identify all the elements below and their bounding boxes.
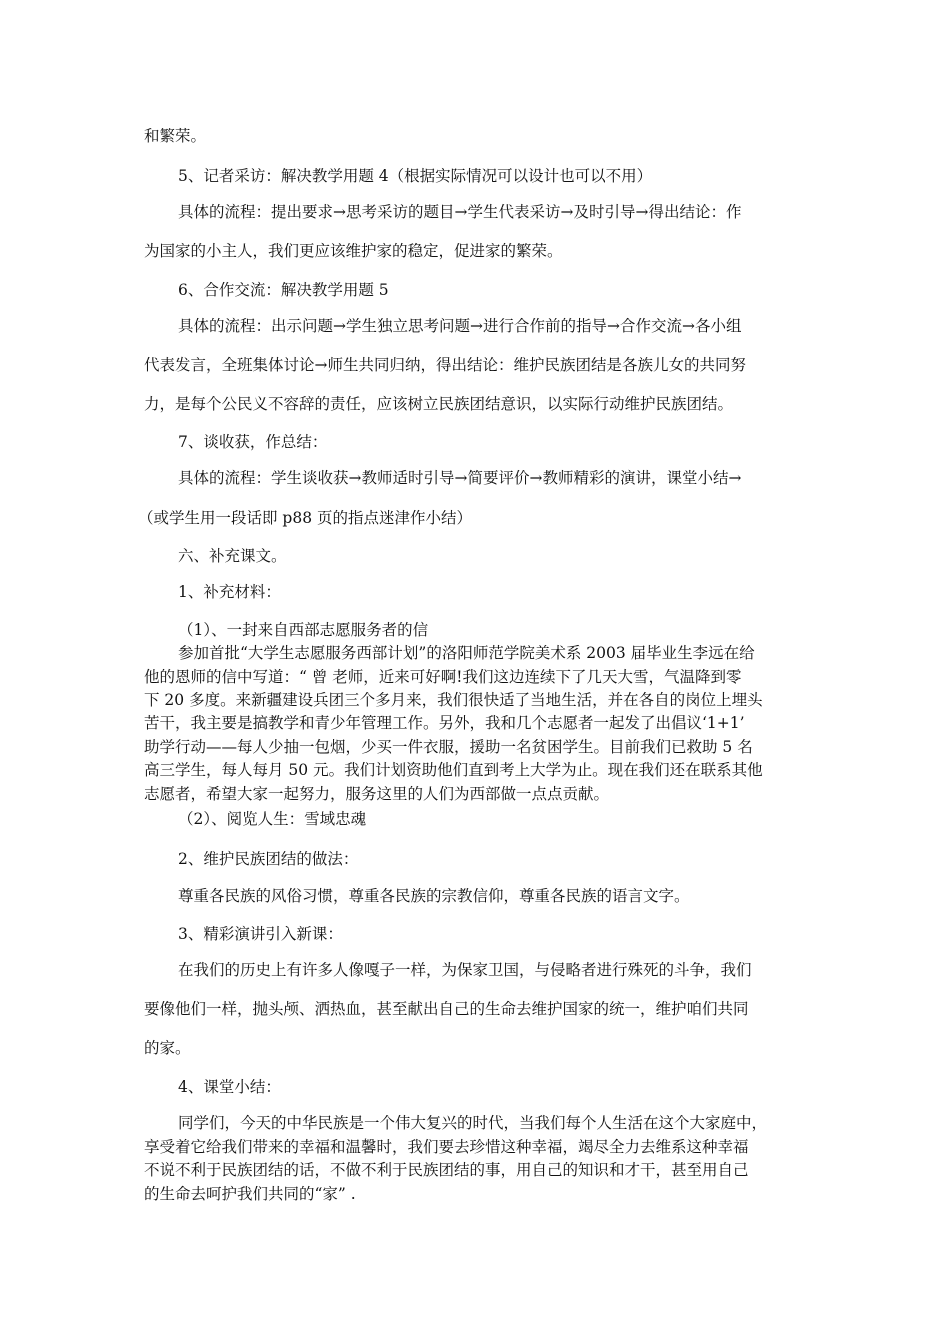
text-line: 苦干，我主要是搞教学和青少年管理工作。另外，我和几个志愿者一起发了出倡议‘1+1’: [144, 714, 745, 732]
sub-heading: （1）、一封来自西部志愿服务者的信: [178, 621, 429, 639]
section-heading: 六、补充课文。: [178, 547, 287, 565]
section-heading: 1、补充材料：: [178, 583, 281, 601]
text-line: 力，是每个公民义不容辞的责任，应该树立民族团结意识，以实际行动维护民族团结。: [144, 395, 734, 413]
text-line: 享受着它给我们带来的幸福和温馨时，我们要去珍惜这种幸福，竭尽全力去维系这种幸福: [144, 1138, 749, 1156]
section-heading: 6、合作交流：解决教学用题 5: [178, 281, 389, 299]
text-line: 在我们的历史上有许多人像嘎子一样，为保家卫国，与侵略者进行殊死的斗争，我们: [178, 961, 752, 979]
text-line: 的家。: [144, 1039, 191, 1057]
text-line: 具体的流程：出示问题→学生独立思考问题→进行合作前的指导→合作交流→各小组: [178, 317, 742, 335]
text-line: 高三学生，每人每月 50 元。我们计划资助他们直到考上大学为止。现在我们还在联系其他: [144, 761, 763, 779]
text-line: 代表发言，全班集体讨论→师生共同归纳，得出结论：维护民族团结是各族儿女的共同努: [144, 356, 746, 374]
section-heading: 7、谈收获，作总结：: [178, 433, 328, 451]
text-line: 具体的流程：提出要求→思考采访的题目→学生代表采访→及时引导→得出结论：作: [178, 203, 742, 221]
text-line: （或学生用一段话即 p88 页的指点迷津作小结）: [138, 509, 473, 527]
text-line: 参加首批“大学生志愿服务西部计划”的洛阳师范学院美术系 2003 届毕业生李远在给: [178, 644, 755, 662]
section-heading: 2、维护民族团结的做法：: [178, 850, 359, 868]
text-line: 和繁荣。: [144, 127, 207, 145]
section-heading: 4、课堂小结：: [178, 1078, 281, 1096]
text-line: 志愿者，希望大家一起努力，服务这里的人们为西部做一点点贡献。: [144, 785, 610, 803]
text-line: 不说不利于民族团结的话，不做不利于民族团结的事，用自己的知识和才干，甚至用自己: [144, 1161, 749, 1179]
text-line: 为国家的小主人，我们更应该维护家的稳定，促进家的繁荣。: [144, 242, 563, 260]
text-line: 同学们，今天的中华民族是一个伟大复兴的时代，当我们每个人生活在这个大家庭中，: [178, 1114, 768, 1132]
section-heading: 5、记者采访：解决教学用题 4（根据实际情况可以设计也可以不用）: [178, 167, 653, 185]
text-line: 下 20 多度。来新疆建设兵团三个多月来，我们很快适了当地生活，并在各自的岗位上埋头: [144, 691, 763, 709]
text-line: 尊重各民族的风俗习惯，尊重各民族的宗教信仰，尊重各民族的语言文字。: [178, 887, 690, 905]
section-heading: 3、精彩演讲引入新课：: [178, 925, 343, 943]
text-line: 要像他们一样，抛头颅、洒热血，甚至献出自己的生命去维护国家的统一，维护咱们共同: [144, 1000, 749, 1018]
sub-heading: （2）、阅览人生：雪域忠魂: [178, 810, 367, 828]
text-line: 助学行动——每人少抽一包烟，少买一件衣服，援助一名贫困学生。目前我们已救助 5 名: [144, 738, 753, 756]
text-line: 的生命去呵护我们共同的“家” .: [144, 1185, 356, 1203]
text-line: 具体的流程：学生谈收获→教师适时引导→简要评价→教师精彩的演讲，课堂小结→: [178, 469, 742, 487]
text-line: 他的恩师的信中写道：“ 曾 老师，近来可好啊!我们这边连续下了几天大雪，气温降到零: [144, 668, 742, 686]
